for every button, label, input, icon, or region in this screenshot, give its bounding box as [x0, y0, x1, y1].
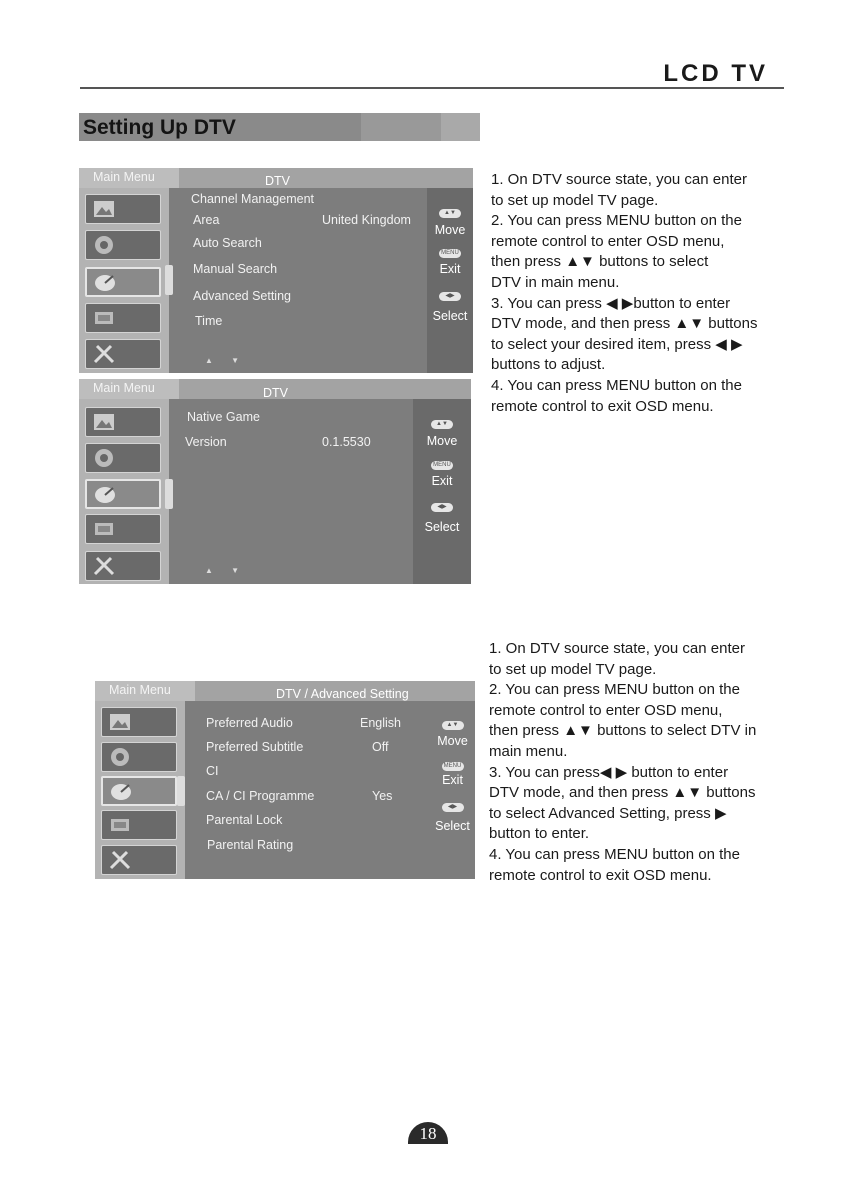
osd-help-panel: [413, 399, 471, 584]
menu-item-value: English: [360, 716, 401, 730]
instruction-line: buttons to adjust.: [491, 356, 606, 374]
picture-menu-icon[interactable]: [85, 194, 161, 224]
tv-setup-icon[interactable]: [101, 810, 177, 840]
menu-item-label[interactable]: Area: [193, 213, 220, 227]
osd-sidebar: [79, 399, 169, 584]
instruction-line: 2. You can press MENU button on the: [489, 681, 740, 699]
menu-key-icon: MENU: [442, 762, 464, 771]
menu-item-label[interactable]: Version: [185, 435, 227, 449]
osd-help-panel: [430, 701, 475, 879]
help-move: Move: [434, 223, 466, 237]
title-bar-block: [441, 113, 480, 141]
instructions-dtv: [491, 170, 758, 417]
instruction-line: then press ▲▼ buttons to select DTV in: [489, 722, 757, 740]
menu-item-label[interactable]: Time: [195, 314, 223, 328]
tv-setup-icon[interactable]: [85, 303, 161, 333]
help-move: Move: [437, 734, 468, 748]
osd-sidebar: [79, 188, 169, 373]
menu-item-value: Yes: [372, 789, 393, 803]
osd-dtv-menu: [79, 168, 473, 373]
instruction-line: button to enter.: [489, 825, 590, 843]
main-menu-label: Main Menu: [93, 170, 155, 184]
instruction-line: to select your desired item, press ◀ ▶: [491, 335, 743, 353]
instruction-line: then press ▲▼ buttons to select: [491, 253, 709, 271]
instruction-line: DTV mode, and then press ▲▼ buttons: [489, 784, 756, 802]
left-right-key-icon: ◀▶: [439, 292, 461, 301]
tools-menu-icon[interactable]: [101, 845, 177, 875]
help-select: Select: [432, 309, 468, 323]
instruction-line: 1. On DTV source state, you can enter: [489, 640, 745, 657]
dtv-menu-icon[interactable]: [85, 267, 161, 297]
instruction-line: 1. On DTV source state, you can enter: [491, 171, 747, 188]
instruction-line: remote control to enter OSD menu,: [489, 701, 723, 719]
help-exit: Exit: [442, 773, 463, 787]
menu-item-label[interactable]: Native Game: [187, 410, 260, 424]
menu-item-label[interactable]: Preferred Subtitle: [206, 740, 304, 754]
scroll-arrows: ▲ ▼: [205, 356, 248, 365]
menu-item-label[interactable]: Channel Management: [191, 192, 314, 206]
menu-item-label[interactable]: CI: [206, 764, 219, 778]
instruction-line: to select Advanced Setting, press ▶: [489, 804, 727, 822]
picture-menu-icon[interactable]: [85, 407, 161, 437]
help-move: Move: [426, 434, 458, 448]
instruction-line: remote control to enter OSD menu,: [491, 232, 725, 250]
osd-help-panel: [427, 188, 473, 373]
sound-menu-icon[interactable]: [101, 742, 177, 772]
up-down-key-icon: ▲▼: [439, 209, 461, 218]
menu-item-label[interactable]: CA / CI Programme: [206, 789, 315, 803]
instruction-line: to set up model TV page.: [491, 191, 659, 209]
submenu-title: DTV / Advanced Setting: [276, 687, 409, 701]
tv-setup-icon[interactable]: [85, 514, 161, 544]
osd-advanced-setting-menu: [95, 681, 475, 879]
section-title: Setting Up DTV: [79, 113, 361, 141]
menu-item-label[interactable]: Parental Lock: [206, 813, 283, 827]
sidebar-scroll-indicator: [177, 776, 185, 806]
help-exit: Exit: [439, 262, 461, 276]
menu-item-label[interactable]: Advanced Setting: [193, 289, 291, 303]
instruction-line: 3. You can press◀ ▶ button to enter: [489, 763, 729, 781]
submenu-title: DTV: [265, 174, 290, 188]
instruction-line: remote control to exit OSD menu.: [489, 866, 712, 884]
instruction-line: 3. You can press ◀ ▶button to enter: [491, 294, 731, 312]
menu-key-icon: MENU: [439, 249, 461, 258]
menu-item-label[interactable]: Manual Search: [193, 262, 278, 276]
instruction-line: 4. You can press MENU button on the: [491, 376, 742, 394]
main-menu-label: Main Menu: [109, 683, 171, 697]
help-select: Select: [424, 520, 460, 534]
instruction-line: DTV mode, and then press ▲▼ buttons: [491, 315, 758, 333]
menu-item-value: 0.1.5530: [322, 435, 371, 449]
left-right-key-icon: ◀▶: [442, 803, 464, 812]
menu-item-label[interactable]: Preferred Audio: [206, 716, 293, 730]
header-rule: [80, 87, 784, 89]
help-exit: Exit: [431, 474, 453, 488]
up-down-key-icon: ▲▼: [431, 420, 453, 429]
left-right-key-icon: ◀▶: [431, 503, 453, 512]
menu-item-value: Off: [372, 740, 389, 754]
instruction-line: DTV in main menu.: [491, 273, 620, 291]
title-bar-block: [361, 113, 441, 141]
instruction-line: to set up model TV page.: [489, 660, 657, 678]
osd-sidebar: [95, 701, 185, 879]
picture-menu-icon[interactable]: [101, 707, 177, 737]
sidebar-scroll-indicator: [165, 479, 173, 509]
sound-menu-icon[interactable]: [85, 443, 161, 473]
up-down-key-icon: ▲▼: [442, 721, 464, 730]
dtv-menu-icon[interactable]: [101, 776, 177, 806]
tools-menu-icon[interactable]: [85, 551, 161, 581]
section-title-bar: [79, 113, 480, 141]
menu-item-value: United Kingdom: [322, 213, 411, 227]
main-menu-label: Main Menu: [93, 381, 155, 395]
page-number: 18: [408, 1122, 448, 1144]
brand-title: LCD TV: [663, 60, 768, 87]
dtv-menu-icon[interactable]: [85, 479, 161, 509]
menu-item-label[interactable]: Auto Search: [193, 236, 262, 250]
menu-item-label[interactable]: Parental Rating: [207, 838, 294, 852]
osd-dtv-menu-2: [79, 379, 471, 584]
sound-menu-icon[interactable]: [85, 230, 161, 260]
submenu-title: DTV: [263, 386, 288, 400]
instruction-line: main menu.: [489, 742, 568, 760]
instruction-line: 2. You can press MENU button on the: [491, 212, 742, 230]
instruction-line: remote control to exit OSD menu.: [491, 397, 714, 415]
help-select: Select: [435, 819, 470, 833]
menu-key-icon: MENU: [431, 461, 453, 470]
sidebar-scroll-indicator: [165, 265, 173, 295]
instructions-advanced-setting: [489, 639, 756, 886]
instruction-line: 4. You can press MENU button on the: [489, 845, 740, 863]
scroll-arrows: ▲ ▼: [205, 566, 248, 575]
tools-menu-icon[interactable]: [85, 339, 161, 369]
